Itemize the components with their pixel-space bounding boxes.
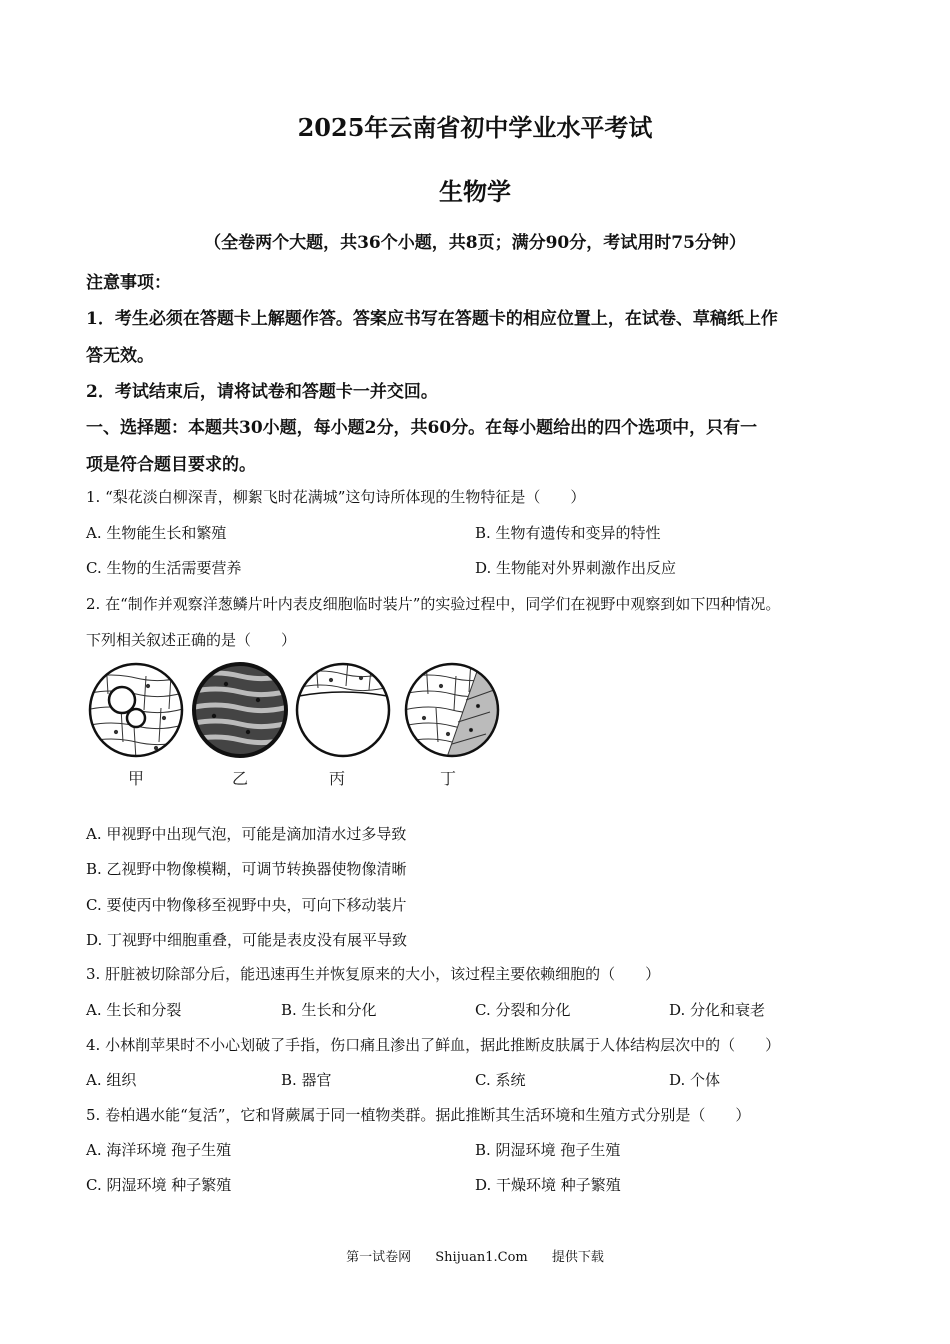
footer-action: 提供下载 [551, 1250, 604, 1265]
question-2-option-b: B. 乙视野中物像模糊，可调节转换器使物像清晰 [86, 860, 407, 878]
question-5-option-d: D. 干燥环境 种子繁殖 [475, 1176, 621, 1194]
figure-label-jia: 甲 [127, 769, 145, 788]
page-footer [0, 1246, 950, 1265]
figure-label-ding: 丁 [439, 769, 457, 788]
exam-title: 2025年云南省初中学业水平考试 [297, 113, 653, 142]
question-2-option-d: D. 丁视野中细胞重叠，可能是表皮没有展平导致 [86, 931, 408, 949]
microscope-fields-figure [86, 660, 506, 795]
field-ding [404, 660, 506, 760]
question-3-stem: 3. 肝脏被切除部分后，能迅速再生并恢复原来的大小，该过程主要依赖细胞的（ ） [86, 965, 661, 983]
section-heading-line-2: 项是符合题目要求的。 [86, 455, 256, 475]
question-4-option-b: B. 器官 [281, 1071, 332, 1089]
question-2-option-c: C. 要使丙中物像移至视野中央，可向下移动装片 [86, 896, 407, 914]
field-bing [296, 660, 392, 756]
question-1-stem: 1. “梨花淡白柳深青，柳絮飞时花满城”这句诗所体现的生物特征是（ ） [86, 488, 586, 506]
question-2-option-a: A. 甲视野中出现气泡，可能是滴加清水过多导致 [86, 825, 407, 843]
question-1-option-a: A. 生物能生长和繁殖 [86, 524, 227, 542]
field-jia [86, 660, 186, 760]
question-3-option-c: C. 分裂和分化 [475, 1001, 571, 1019]
question-3-option-d: D. 分化和衰老 [669, 1001, 766, 1019]
question-1-option-b: B. 生物有遗传和变异的特性 [475, 524, 661, 542]
question-4-option-c: C. 系统 [475, 1071, 526, 1089]
exam-info: （全卷两个大题，共36个小题，共8页；满分90分，考试用时75分钟） [204, 233, 746, 253]
footer-domain[interactable]: Shijuan1.Com [435, 1250, 528, 1265]
note-2: 2．考试结束后，请将试卷和答题卡一并交回。 [86, 382, 438, 402]
question-5-option-c: C. 阴湿环境 种子繁殖 [86, 1176, 232, 1194]
question-5-option-a: A. 海洋环境 孢子生殖 [86, 1141, 232, 1159]
question-4-option-d: D. 个体 [669, 1071, 721, 1089]
question-1-option-d: D. 生物能对外界刺激作出反应 [475, 559, 677, 577]
question-5-option-b: B. 阴湿环境 孢子生殖 [475, 1141, 621, 1159]
question-2-stem-line-1: 2. 在“制作并观察洋葱鳞片叶内表皮细胞临时装片”的实验过程中，同学们在视野中观察到如下四种情况。 [86, 595, 781, 613]
question-4-option-a: A. 组织 [86, 1071, 137, 1089]
question-3-option-a: A. 生长和分裂 [86, 1001, 182, 1019]
footer-site: 第一试卷网 [346, 1250, 412, 1265]
question-5-stem: 5. 卷柏遇水能“复活”，它和肾蕨属于同一植物类群。据此推断其生活环境和生殖方式分别是（ ） [86, 1106, 751, 1124]
field-yi [190, 664, 292, 756]
section-heading-line-1: 一、选择题：本题共30小题，每小题2分，共60分。在每小题给出的四个选项中，只有一 [86, 418, 758, 438]
figure-label-yi: 乙 [231, 769, 249, 788]
question-4-stem: 4. 小林削苹果时不小心划破了手指，伤口痛且渗出了鲜血，据此推断皮肤属于人体结构层次中的（ ） [86, 1036, 781, 1054]
question-2-stem-line-2: 下列相关叙述正确的是（ ） [86, 631, 297, 649]
note-1-line-2: 答无效。 [86, 346, 154, 366]
figure-label-bing: 丙 [328, 769, 346, 788]
question-3-option-b: B. 生长和分化 [281, 1001, 377, 1019]
notes-heading: 注意事项： [86, 273, 171, 293]
note-1-line-1: 1．考生必须在答题卡上解题作答。答案应书写在答题卡的相应位置上，在试卷、草稿纸上作 [86, 309, 778, 329]
subject-title: 生物学 [439, 177, 511, 206]
question-1-option-c: C. 生物的生活需要营养 [86, 559, 242, 577]
